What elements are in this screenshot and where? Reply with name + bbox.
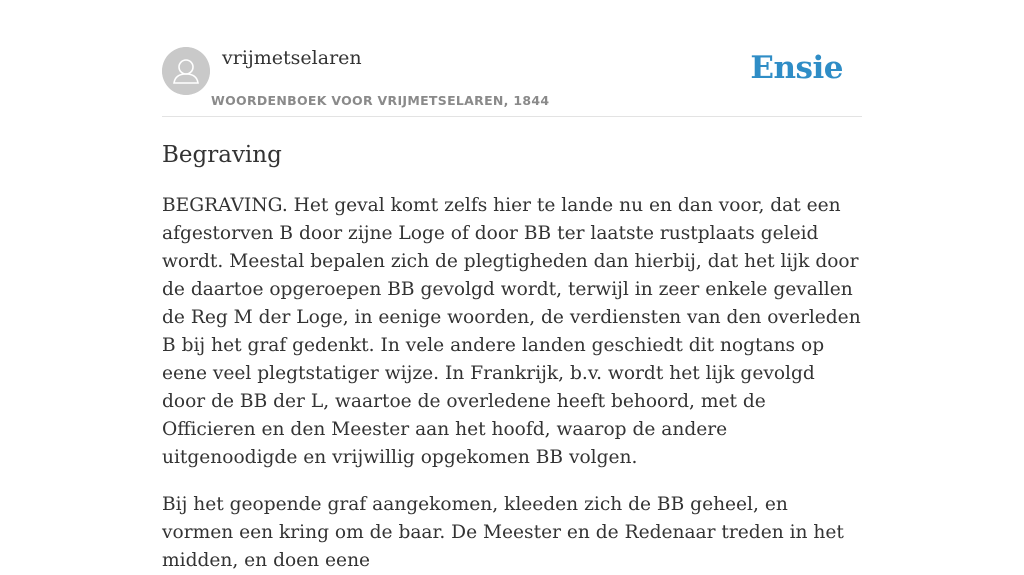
article-paragraph: Bij het geopende graf aangekomen, kleeden zich de BB geheel, en vormen een kring om de baar. De Meester en de Redenaar treden in het midden, en doen eene [162, 494, 844, 571]
brand-logo[interactable]: Ensie [750, 50, 843, 86]
page-content [162, 0, 862, 575]
article-paragraph: BEGRAVING. Het geval komt zelfs hier te lande nu en dan voor, dat een afgestorven B door zijne Loge of door BB ter laatste rustplaats geleid wordt. Meestal bepalen zich de plegtigheden dan hierbij, dat het lijk door de daartoe opgeroepen BB gevolgd wordt, terwijl in zeer enkele gevallen de Reg M der Loge, in eenige woorden, de verdiensten van den overleden B bij het graf gedenkt. In vele andere landen geschiedt dit nogtans op eene veel plegtstatiger wijze. In Frankrijk, b.v. wordt het lijk gevolgd door de BB der L, waartoe de overledene heeft behoord, met de Officieren en den Meester aan het hoofd, waarop de andere uitgenoodigde en vrijwillig opgekomen BB volgen. [162, 195, 861, 468]
article-header [162, 0, 862, 117]
article-title: Begraving [162, 142, 282, 168]
author-name[interactable]: vrijmetselaren [222, 47, 362, 69]
user-icon[interactable] [162, 47, 210, 95]
source-label[interactable]: WOORDENBOEK VOOR VRIJMETSELAREN, 1844 [211, 93, 550, 108]
